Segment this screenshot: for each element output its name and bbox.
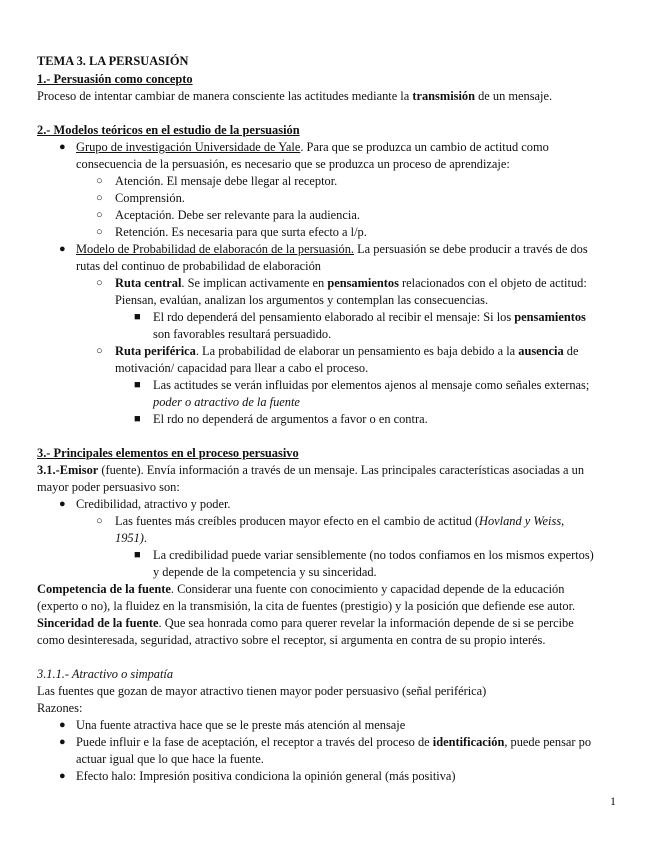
central-route-line-1: Ruta central. Se implican activamente en pensamientos relacionados con el objeto de actitud: [115,276,587,290]
credibility-item: Credibilidad, atractivo y poder. [76,497,231,511]
central-route-sub-line-2: son favorables resultará persuadido. [153,327,332,341]
section-1-text: Proceso de intentar cambiar de manera consciente las actitudes mediante la transmisión de un mensaje. [37,89,553,103]
yale-step-2: Comprensión. [115,191,185,205]
page-title: TEMA 3. LA PERSUASIÓN [37,54,189,68]
peripheral-route-sub-1-line-2: poder o atractivo de la fuente [153,395,300,409]
reasons-label: Razones: [37,701,83,715]
yale-model-line-1: Grupo de investigación Universidade de Yale. Para que se produzca un cambio de actitud como [76,140,549,154]
central-route-sub-line-1: El rdo dependerá del pensamiento elaborado al recibir el mensaje: Si los pensamientos [153,310,586,324]
bullet-circle-icon: ○ [96,192,103,204]
competence-line-2: (experto o no), la fluidez en la transmisión, la cita de fuentes (prestigio) y la posición que defiende ese autor. [37,599,576,613]
bullet-circle-icon: ○ [96,277,103,289]
reason-1: Una fuente atractiva hace que se le preste más atención al mensaje [76,718,406,732]
reason-2-line-2: actuar igual que lo que hace la fuente. [76,752,264,766]
bullet-disc-icon: ● [59,736,66,748]
emisor-line-2: mayor poder persuasivo son: [37,480,180,494]
bullet-disc-icon: ● [59,719,66,731]
sincerity-line-1: Sinceridad de la fuente. Que sea honrada como para querer revelar la información depende de si se percibe [37,616,574,630]
bullet-circle-icon: ○ [96,226,103,238]
central-route-line-2: Piensan, evalúan, analizan los argumentos y contemplan las consecuencias. [115,293,489,307]
bullet-disc-icon: ● [59,243,66,255]
peripheral-route-sub-2: El rdo no dependerá de argumentos a favor o en contra. [153,412,428,426]
reason-3: Efecto halo: Impresión positiva condiciona la opinión general (más positiva) [76,769,456,783]
bullet-square-icon: ■ [134,549,141,561]
section-1-heading: 1.- Persuasión como concepto [37,72,193,86]
sincerity-line-2: como desinteresada, seguridad, atractivo sobre el receptor, si argumenta en contra de su propio interés. [37,633,546,647]
emisor-line-1: 3.1.-Emisor (fuente). Envía información a través de un mensaje. Las principales características asociadas a un [37,463,585,477]
bullet-disc-icon: ● [59,141,66,153]
bullet-circle-icon: ○ [96,515,103,527]
page-number: 1 [610,794,616,808]
yale-step-1: Atención. El mensaje debe llegar al receptor. [115,174,338,188]
yale-step-4: Retención. Es necesaria para que surta efecto a l/p. [115,225,367,239]
bullet-circle-icon: ○ [96,345,103,357]
bullet-disc-icon: ● [59,770,66,782]
credibility-sub2-line-1: La credibilidad puede variar sensiblemente (no todos confiamos en los mismos expertos) [153,548,594,562]
elaboration-model-line-2: rutas del continuo de probabilidad de elaboración [76,259,321,273]
bullet-disc-icon: ● [59,498,66,510]
section-3-1-1-heading: 3.1.1.- Atractivo o simpatía [37,667,174,681]
yale-step-3: Aceptación. Debe ser relevante para la audiencia. [115,208,360,222]
section-2-heading: 2.- Modelos teóricos en el estudio de la persuasión [37,123,300,137]
bullet-square-icon: ■ [134,413,141,425]
bullet-circle-icon: ○ [96,209,103,221]
credibility-sub-line-2: 1951). [115,531,148,545]
peripheral-route-sub-1-line-1: Las actitudes se verán influidas por elementos ajenos al mensaje como señales externas; [153,378,590,392]
attractiveness-text: Las fuentes que gozan de mayor atractivo tienen mayor poder persuasivo (señal periférica) [37,684,487,698]
competence-line-1: Competencia de la fuente. Considerar una fuente con conocimiento y capacidad depende de la educación [37,582,565,596]
credibility-sub-line-1: Las fuentes más creíbles producen mayor efecto en el cambio de actitud (Hovland y Weiss, [115,514,565,528]
yale-model-line-2: consecuencia de la persuasión, es necesario que se produzca un proceso de aprendizaje: [76,157,510,171]
peripheral-route-line-2: motivación/ capacidad para llear a cabo el proceso. [115,361,369,375]
section-3-heading: 3.- Principales elementos en el proceso persuasivo [37,446,299,460]
bullet-square-icon: ■ [134,311,141,323]
elaboration-model-line-1: Modelo de Probabilidad de elaboracón de la persuasión. La persuasión se debe producir a través de dos [76,242,588,256]
bullet-square-icon: ■ [134,379,141,391]
credibility-sub2-line-2: y depende de la competencia y su sinceridad. [153,565,377,579]
reason-2-line-1: Puede influir e la fase de aceptación, el receptor a través del proceso de identificación, puede pensar po [76,735,592,749]
peripheral-route-line-1: Ruta periférica. La probabilidad de elaborar un pensamiento es baja debido a la ausencia de [115,344,579,358]
bullet-circle-icon: ○ [96,175,103,187]
